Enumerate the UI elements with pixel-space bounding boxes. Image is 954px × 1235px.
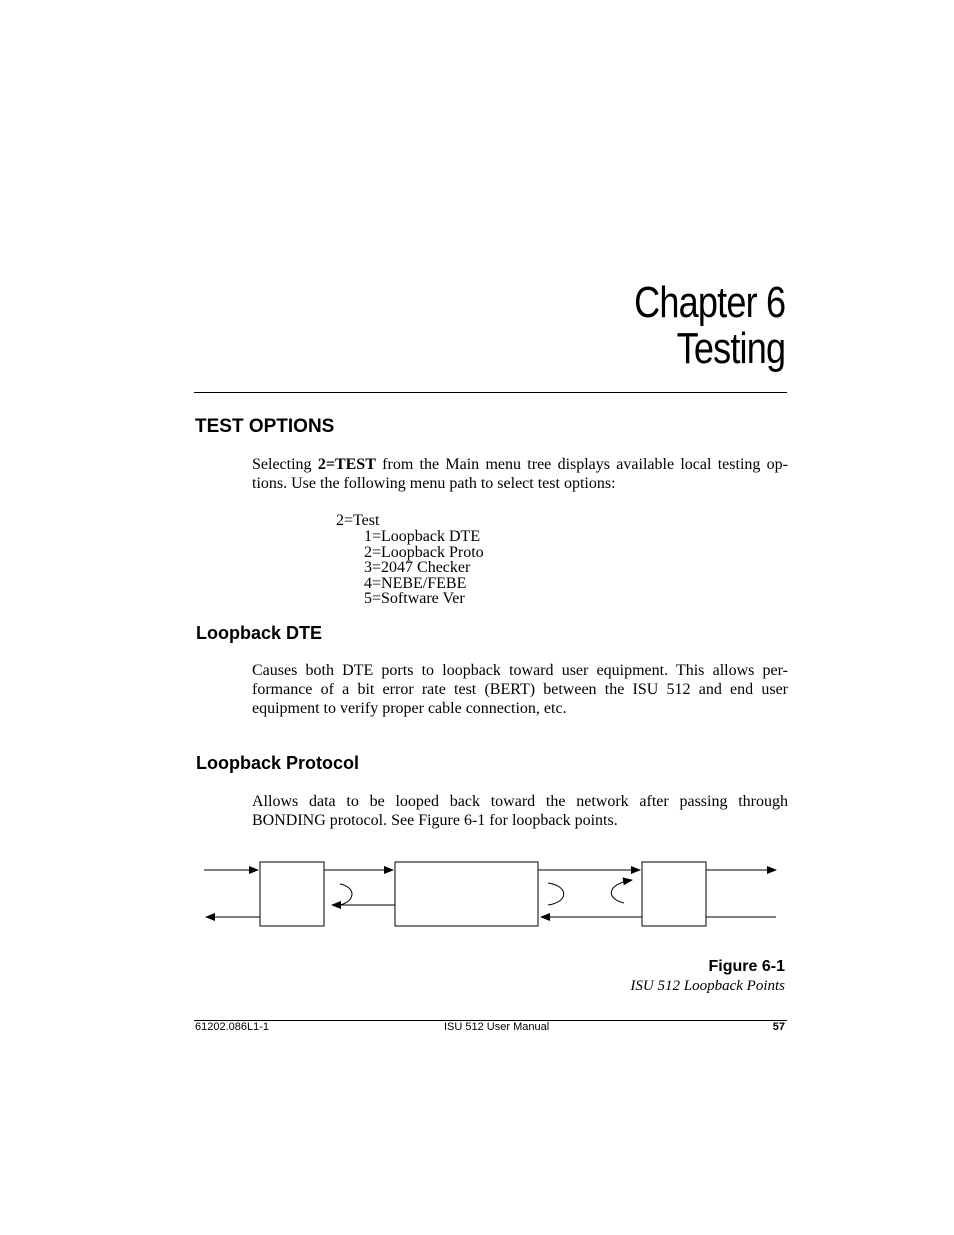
network-block — [642, 862, 706, 926]
intro-text-after: from the Main menu tree displays available local testing op-tions. Use the following menu path to select test options: — [252, 456, 789, 492]
figure-caption: ISU 512 Loopback Points — [630, 978, 785, 994]
bonding-block — [395, 862, 538, 926]
footer-page-number: 57 — [772, 1021, 785, 1033]
menu-root: 2=Test — [336, 512, 380, 529]
footer-manual-title: ISU 512 User Manual — [444, 1021, 550, 1033]
menu-item: 4=NEBE/FEBE — [364, 574, 467, 592]
chapter-number: Chapter 6 — [633, 278, 785, 327]
menu-item: 2=Loopback Proto — [364, 543, 484, 561]
dte-loopback-curve — [340, 884, 352, 905]
figure-title: Figure 6-1 — [708, 958, 785, 975]
loopback-dte-heading: Loopback DTE — [196, 623, 323, 643]
protocol-loopback-curve — [548, 883, 564, 905]
menu-item: 1=Loopback DTE — [364, 528, 481, 545]
intro-command: 2=TEST — [317, 456, 376, 473]
chapter-name: Testing — [676, 324, 785, 373]
loopback-dte-paragraph: Causes both DTE ports to loopback toward user equipment. This allows per-formance of a bit error rate test (BERT) between the ISU 512 and end user equipment to verify proper cable connection, etc. — [252, 662, 788, 717]
loopback-protocol-paragraph: Allows data to be looped back toward the network after passing through BONDING protocol. See Figure 6-1 for loopback points. — [252, 793, 788, 829]
footer-doc-number: 61202.086L1-1 — [195, 1021, 270, 1033]
intro-text-before: Selecting — [252, 456, 318, 473]
network-loopback-curve — [611, 880, 632, 903]
section-heading: TEST OPTIONS — [195, 416, 335, 437]
dte-block — [260, 862, 324, 926]
loopback-protocol-heading: Loopback Protocol — [196, 753, 360, 773]
menu-item: 3=2047 Checker — [364, 559, 471, 577]
menu-item: 5=Software Ver — [364, 590, 465, 608]
